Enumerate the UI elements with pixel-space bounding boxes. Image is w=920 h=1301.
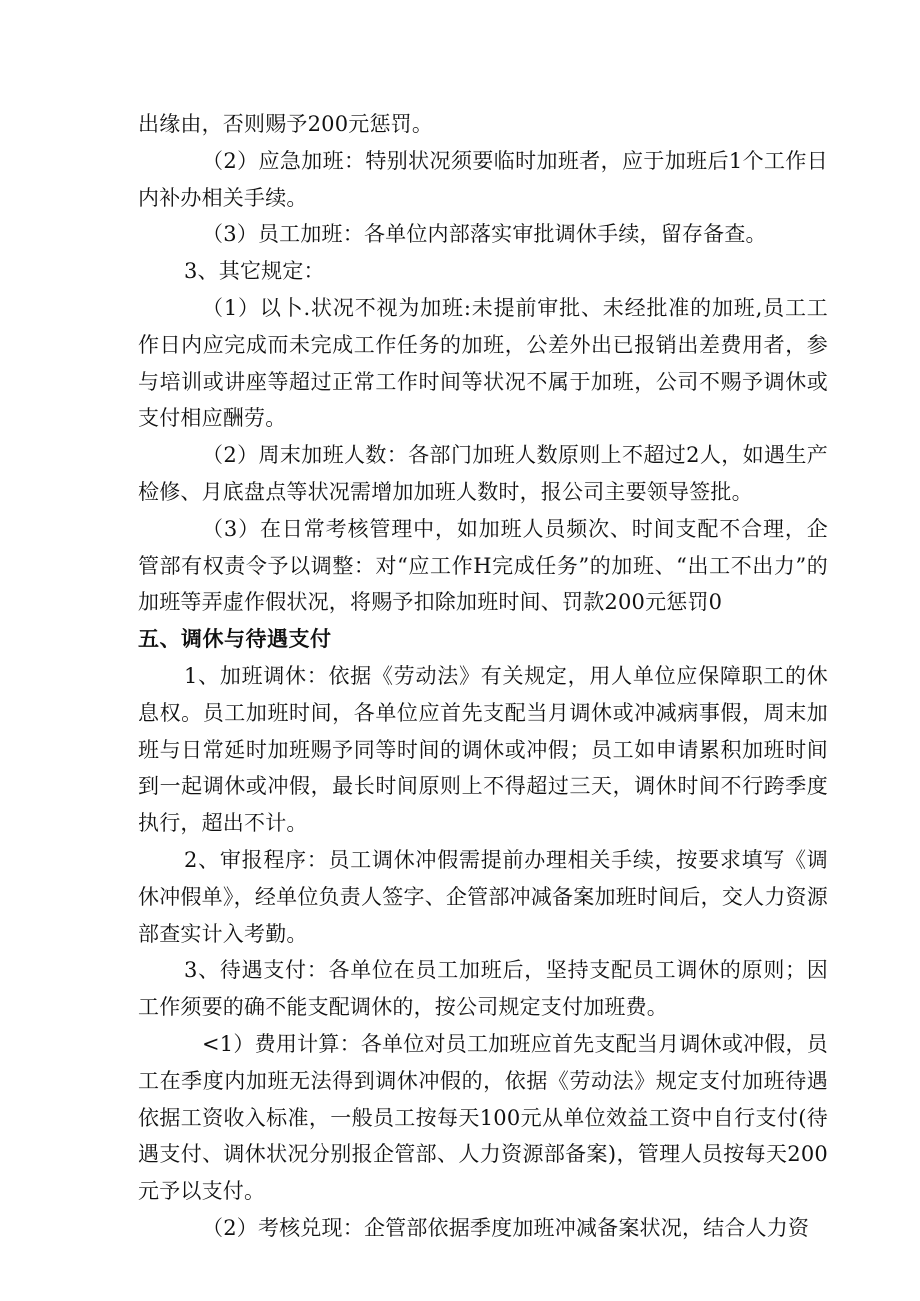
paragraph-other-rules-heading: 3、其它规定：	[184, 259, 325, 284]
section-heading-compensatory-leave: 五、调休与待遇支付	[138, 627, 332, 652]
paragraph-emergency-overtime: （2）应急加班：特别状况须要临时加班者，应于加班后1个工作日内补办相关手续。	[138, 148, 828, 210]
paragraph-assessment-fulfillment: （2）考核兑现：企管部依据季度加班冲减备案状况，结合人力资	[202, 1215, 810, 1240]
paragraph-weekend-headcount: （2）周末加班人数：各部门加班人数原则上不超过2人，如遇生产检修、月底盘点等状况需增加加班人数时，报公司主要领导签批。	[138, 443, 828, 504]
paragraph-application-procedure: 2、审报程序：员工调休冲假需提前办理相关手续，按要求填写《调休冲假单》，经单位负责人签字、企管部冲减备案加班时间后，交人力资源部查实计入考勤。	[138, 847, 828, 946]
paragraph-cost-calculation: <1）费用计算：各单位对员工加班应首先支配当月调休或冲假，员工在季度内加班无法得到调休冲假的，依据《劳动法》规定支付加班待遇依据工资收入标准，一般员工按每天100元从单位效益工资中自行支付(待遇支付、调休状况分别报企管部、人力资源部备案)，管理人员按每天200元予以支付。	[138, 1031, 828, 1204]
paragraph-assessment-management: （3）在日常考核管理中，如加班人员频次、时间支配不合理，企管部有权责令予以调整：对“应工作H完成任务”的加班、“出工不出力”的加班等弄虚作假状况，将赐予扣除加班时间、罚款200元惩罚0	[138, 516, 828, 615]
paragraph-penalty-continuation: 出缘由，否则赐予200元惩罚。	[138, 112, 434, 136]
paragraph-non-overtime-cases: （1）以卜.状况不视为加班:未提前审批、未经批准的加班,员工工作日内应完成而未完成工作任务的加班，公差外出已报销出差费用者，参与培训或讲座等超过正常工作时间等状况不属于加班，公司不赐予调休或支付相应酬劳。	[138, 295, 828, 431]
document-body	[138, 106, 828, 1247]
paragraph-employee-overtime: （3）员工加班：各单位内部落实审批调休手续，留存备查。	[202, 222, 767, 247]
paragraph-payment-policy: 3、待遇支付：各单位在员工加班后，坚持支配员工调休的原则；因工作须要的确不能支配调休的，按公司规定支付加班费。	[138, 958, 828, 1020]
paragraph-overtime-leave: 1、加班调休：依据《劳动法》有关规定，用人单位应保障职工的休息权。员工加班时间，各单位应首先支配当月调休或冲减病事假，周末加班与日常延时加班赐予同等时间的调休或冲假；员工如申请累积加班时间到一起调休或冲假，最长时间原则上不得超过三天，调休时间不行跨季度执行，超出不计。	[138, 663, 828, 836]
